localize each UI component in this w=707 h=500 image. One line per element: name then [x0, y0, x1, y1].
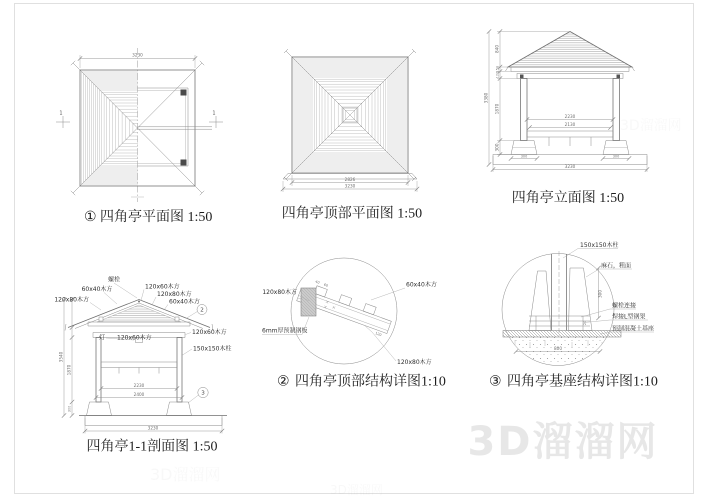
roof-detail-labels [262, 281, 437, 367]
svg-text:3540: 3540 [58, 351, 64, 363]
svg-text:840: 840 [494, 45, 500, 53]
svg-text:60: 60 [323, 282, 329, 288]
section-marker-left [56, 111, 70, 129]
svg-text:40: 40 [314, 279, 321, 285]
svg-text:2230: 2230 [564, 114, 576, 119]
svg-text:300: 300 [520, 154, 528, 159]
label-column: 150x150木柱 [193, 345, 232, 353]
ground-band [503, 331, 621, 338]
plan-title: 四角亭平面图 1:50 [100, 210, 213, 225]
elevation-title: 四角亭立面图 1:50 [511, 191, 625, 206]
bolt-mark [520, 75, 524, 79]
svg-text:300: 300 [67, 405, 72, 413]
base-detail-inner [502, 337, 616, 367]
section-bench [101, 362, 177, 374]
svg-text:150: 150 [495, 65, 500, 73]
svg-text:800: 800 [554, 346, 562, 351]
base-detail-drawing [489, 241, 658, 390]
svg-text:3: 3 [201, 390, 205, 397]
plan-frame [138, 88, 216, 166]
svg-text:300: 300 [597, 290, 603, 298]
column-right [613, 79, 620, 141]
label-stone: 麻石，粗面 [601, 262, 632, 270]
label-lamp: 灯 [98, 334, 106, 342]
svg-text:300: 300 [494, 143, 500, 152]
svg-text:120: 120 [495, 71, 500, 79]
label-beam-right: 120x60木方 [192, 329, 227, 336]
svg-text:300: 300 [612, 154, 620, 159]
label-wood-br: 120x80木方 [397, 359, 432, 366]
section-column-left [96, 338, 101, 403]
ghost-watermark: 3D溜溜网 [620, 118, 682, 134]
label-purlin-right: 120x80木方 [157, 291, 192, 298]
stone-left [529, 271, 551, 331]
svg-text:1870: 1870 [66, 364, 72, 376]
svg-text:120: 120 [374, 331, 383, 338]
label-column: 150x150木柱 [580, 242, 619, 249]
svg-text:3230: 3230 [147, 425, 159, 431]
ghost-watermark: 3D溜溜网 [330, 483, 383, 497]
label-wood-tr: 60x40木方 [406, 281, 437, 289]
column-left [521, 79, 528, 141]
label-beam-mid: 120x60木方 [117, 334, 152, 342]
svg-text:1870: 1870 [494, 103, 500, 115]
plan-dim-text: 3230 [132, 52, 143, 58]
steel-plate-hatch [301, 288, 316, 316]
svg-text:2: 2 [200, 307, 204, 314]
svg-text:2400: 2400 [133, 392, 145, 397]
label-steel-frame: 焊接L型钢架 [612, 313, 646, 321]
base-detail-title: 四角亭基座结构详图1:10 [507, 374, 658, 390]
roof-detail-number: ② [277, 374, 290, 390]
concrete-footing [502, 337, 616, 367]
gable-infill [97, 305, 181, 322]
label-rafter-right: 60x40木方 [169, 298, 200, 306]
plan-column [181, 90, 187, 96]
bench [527, 131, 613, 146]
steel-frame [529, 316, 590, 331]
label-concrete: 预制混凝土基座 [612, 325, 655, 333]
plan-view-drawing [56, 48, 223, 225]
svg-text:1: 1 [212, 110, 216, 117]
roof-dim-outer: 3230 [344, 183, 356, 189]
roof-plan-title: 四角亭顶部平面图 1:50 [281, 206, 423, 222]
plan-column [181, 160, 187, 166]
bolt-mark [617, 75, 621, 79]
roof-plan-dimensions [281, 175, 419, 192]
label-purlin-left: 120x80木方 [54, 296, 89, 304]
section-title: 四角亭1-1剖面图 1:50 [86, 439, 218, 455]
fascia [506, 67, 635, 72]
svg-text:3380: 3380 [483, 92, 489, 104]
section-drawing [54, 276, 231, 455]
section-column-right [177, 338, 182, 403]
site-watermark: 3D溜溜网 [467, 419, 659, 465]
section-marker-right [209, 111, 223, 129]
section-base-left [87, 402, 112, 416]
label-bolt-conn: 螺栓连接 [612, 302, 637, 310]
roof-dim-inner: 2826 [344, 177, 356, 182]
ghost-watermark: 3D溜溜网 [150, 465, 221, 484]
roof-plan-drawing [281, 49, 422, 222]
ground-slab [493, 155, 647, 165]
roof-detail-drawing [262, 258, 446, 390]
label-wood-tl: 120x80木方 [262, 289, 297, 296]
label-bolt: 螺栓 [107, 276, 121, 284]
elevation-roof [508, 32, 632, 68]
svg-text:3230: 3230 [564, 164, 576, 169]
roof-detail-title: 四角亭顶部结构详图1:10 [295, 374, 446, 390]
svg-text:2230: 2230 [133, 383, 145, 388]
section-slab [85, 416, 222, 426]
svg-text:1: 1 [59, 110, 63, 117]
label-rafter-left: 60x40木方 [81, 286, 113, 293]
base-detail-number: ③ [489, 374, 502, 390]
top-beam [517, 74, 623, 79]
base-detail-labels [563, 241, 654, 334]
label-plate: 6mm厚预制钢板 [262, 327, 308, 335]
plan-title-number: ① [84, 210, 97, 225]
label-ridge: 120x60木方 [145, 283, 180, 291]
svg-text:20: 20 [583, 320, 587, 326]
svg-text:2130: 2130 [564, 122, 576, 127]
section-base-right [167, 402, 192, 416]
